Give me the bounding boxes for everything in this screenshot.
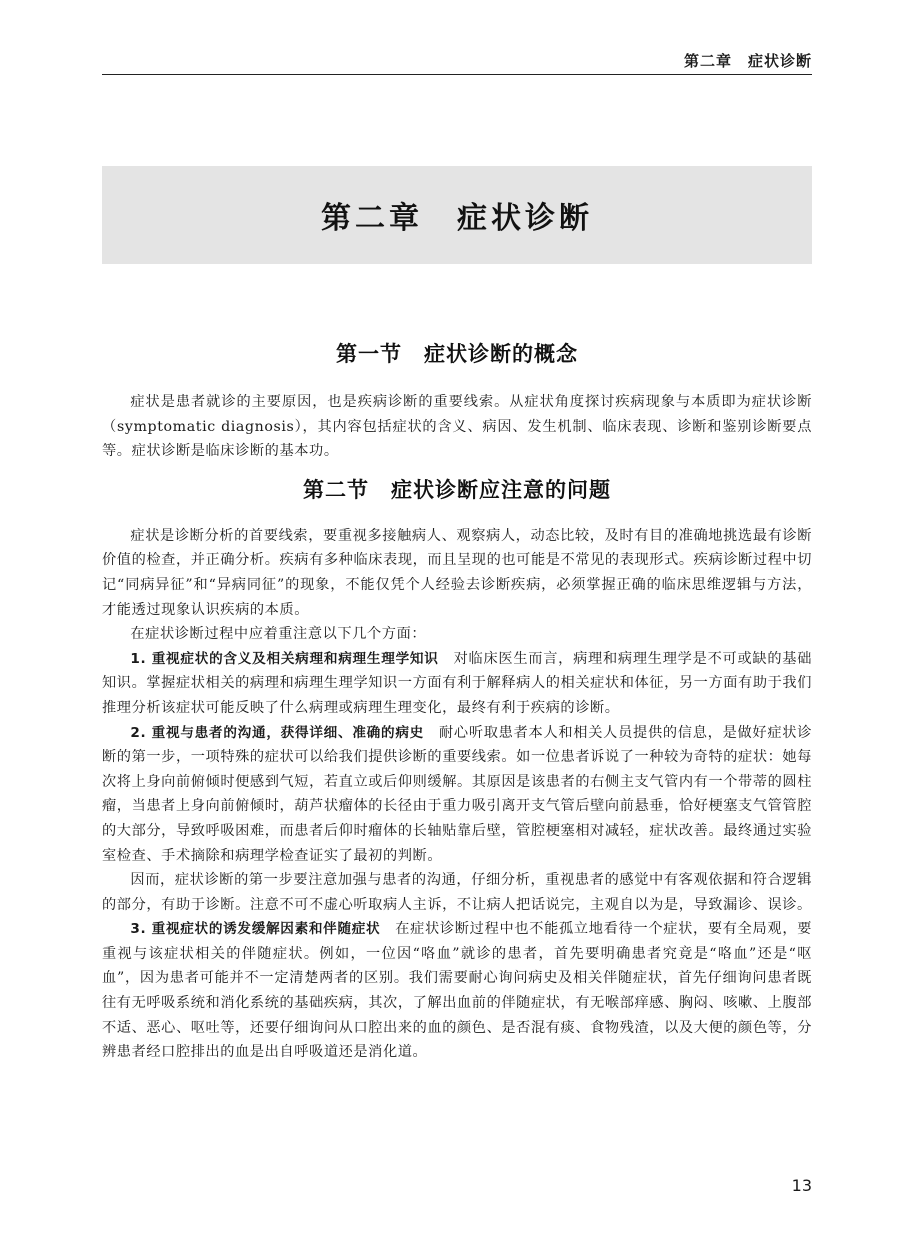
item-2-paragraph bbox=[102, 721, 812, 869]
item-1-lead: 1. 重视症状的含义及相关病理和病理生理学知识 bbox=[130, 650, 439, 667]
item-3-text: 在症状诊断过程中也不能孤立地看待一个症状，要有全局观，要重视与该症状相关的伴随症状。例如，一位因“咯血”就诊的患者，首先要明确患者究竟是“咯血”还是“呕血”，因为患者可能并不一定清楚两者的区别。我们需要耐心询问病史及相关伴随症状，首先仔细询问患者既往有无呼吸系统和消化系统的基础疾病，其次，了解出血前的伴随症状，有无喉部痒感、胸闷、咳嗽、上腹部不适、恶心、呕吐等，还要仔细询问从口腔出来的血的颜色、是否混有痰、食物残渣，以及大便的颜色等，分辨患者经口腔排出的血是出自呼吸道还是消化道。 bbox=[102, 921, 812, 1061]
page-body bbox=[102, 340, 812, 1065]
chapter-banner bbox=[102, 166, 812, 264]
section-1-title: 第一节 症状诊断的概念 bbox=[336, 341, 578, 366]
running-header-title: 第二章 症状诊断 bbox=[683, 52, 812, 70]
chapter-title: 第二章 症状诊断 bbox=[321, 201, 593, 236]
item-1-text: 对临床医生而言，病理和病理生理学是不可或缺的基础知识。掌握症状相关的病理和病理生理学知识一方面有利于解释病人的相关症状和体征，另一方面有助于我们推理分析该症状可能反映了什么病理或病理生理变化，最终有利于疾病的诊断。 bbox=[102, 650, 812, 716]
page-number: 13 bbox=[791, 1176, 812, 1195]
item-2-followup: 因而，症状诊断的第一步要注意加强与患者的沟通，仔细分析，重视患者的感觉中有客观依据和符合逻辑的部分，有助于诊断。注意不可不虚心听取病人主诉，不让病人把话说完，主观自以为是，导致漏诊、误诊。 bbox=[102, 872, 812, 913]
item-2-lead: 2. 重视与患者的沟通，获得详细、准确的病史 bbox=[130, 724, 425, 741]
section-2-intro: 症状是诊断分析的首要线索，要重视多接触病人、观察病人，动态比较，及时有目的准确地挑选最有诊断价值的检查，并正确分析。疾病有多种临床表现，而且呈现的也可能是不常见的表现形式。疾病诊断过程中切记“同病异征”和“异病同征”的现象，不能仅凭个人经验去诊断疾病，必须掌握正确的临床思维逻辑与方法，才能透过现象认识疾病的本质。 bbox=[102, 527, 812, 618]
item-3-lead: 3. 重视症状的诱发缓解因素和伴随症状 bbox=[130, 921, 381, 938]
running-header bbox=[102, 48, 812, 75]
section-2-title: 第二节 症状诊断应注意的问题 bbox=[303, 476, 611, 502]
section-1-paragraph: 症状是患者就诊的主要原因，也是疾病诊断的重要线索。从症状角度探讨疾病现象与本质即为症状诊断（symptomatic diagnosis），其内容包括症状的含义、病因、发生机制、临床表现、诊断和鉴别诊断要点等。症状诊断是临床诊断的基本功。 bbox=[102, 394, 812, 460]
item-1-paragraph bbox=[102, 647, 812, 721]
aspects-intro: 在症状诊断过程中应着重注意以下几个方面： bbox=[130, 626, 427, 643]
item-3-paragraph bbox=[102, 917, 812, 1065]
item-2-text: 耐心听取患者本人和相关人员提供的信息，是做好症状诊断的第一步，一项特殊的症状可以给我们提供诊断的重要线索。如一位患者诉说了一种较为奇特的症状：她每次将上身向前俯倾时便感到气短，若直立或后仰则缓解。其原因是该患者的右侧主支气管内有一个带蒂的圆柱瘤，当患者上身向前俯倾时，葫芦状瘤体的长径由于重力吸引离开支气管后壁向前悬垂，恰好梗塞支气管管腔的大部分，导致呼吸困难，而患者后仰时瘤体的长轴贴靠后壁，管腔梗塞相对减轻，症状改善。最终通过实验室检查、手术摘除和病理学检查证实了最初的判断。 bbox=[102, 724, 812, 864]
